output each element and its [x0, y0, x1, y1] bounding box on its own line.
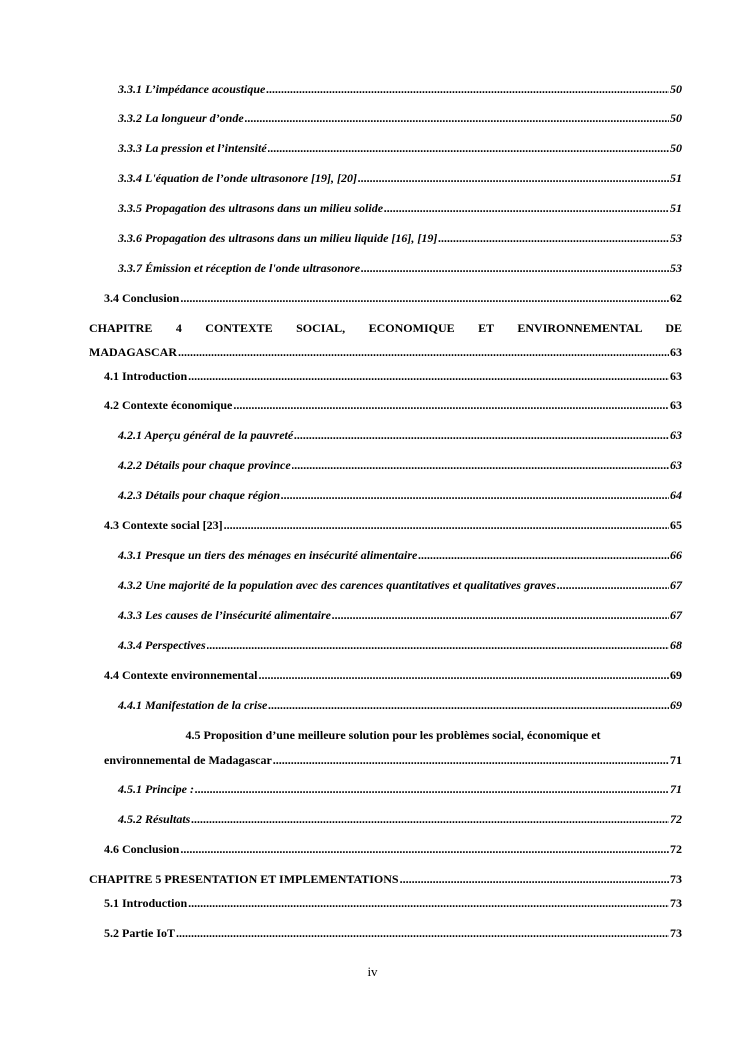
toc-entry-4-6[interactable] — [104, 842, 682, 856]
toc-entry-3-4[interactable] — [104, 291, 682, 305]
toc-entry-label: 3.3.3 La pression et l’intensité — [118, 141, 267, 155]
dot-leader — [281, 488, 669, 502]
toc-entry-4-3-3[interactable] — [118, 608, 682, 622]
dot-leader — [292, 458, 669, 472]
toc-page-number: 50 — [670, 82, 682, 96]
dot-leader — [180, 842, 669, 856]
dot-leader — [207, 638, 669, 652]
toc-entry-label: 4.4 Contexte environnemental — [104, 668, 258, 682]
toc-entry-label: 4.5.2 Résultats — [118, 812, 191, 826]
dot-leader — [266, 82, 669, 96]
toc-entry-label: 4.3.1 Presque un tiers des ménages en insécurité alimentaire — [118, 548, 418, 562]
dot-leader — [233, 398, 669, 412]
toc-entry-4-2-1[interactable] — [118, 428, 682, 442]
toc-entry-3-3-3[interactable] — [118, 141, 682, 155]
toc-entry-4-2-3[interactable] — [118, 488, 682, 502]
dot-leader — [191, 812, 669, 826]
toc-entry-chapter-4[interactable] — [89, 345, 682, 359]
toc-entry-label: 4.6 Conclusion — [104, 842, 180, 856]
dot-leader — [358, 171, 669, 185]
dot-leader — [180, 291, 669, 305]
dot-leader — [245, 111, 669, 125]
toc-entry-3-3-7[interactable] — [118, 261, 682, 275]
toc-page-number: 73 — [670, 872, 682, 886]
toc-entry-4-3-2[interactable] — [118, 578, 682, 592]
toc-entry-label: 3.3.1 L’impédance acoustique — [118, 82, 266, 96]
toc-entry-4-3[interactable] — [104, 518, 682, 532]
toc-page-number: 63 — [670, 458, 682, 472]
toc-page-number: 65 — [670, 518, 682, 532]
toc-entry-label: 5.2 Partie IoT — [104, 926, 175, 940]
toc-page-number: 72 — [670, 812, 682, 826]
toc-page-number: 73 — [670, 896, 682, 910]
toc-page-number: 51 — [670, 171, 682, 185]
dot-leader — [557, 578, 669, 592]
toc-entry-5-1[interactable] — [104, 896, 682, 910]
dot-leader — [268, 698, 669, 712]
section-4-5-heading[interactable]: 4.5 Proposition d’une meilleure solution pour les problèmes social, économique et — [185, 728, 601, 742]
toc-page-number: 72 — [670, 842, 682, 856]
toc-entry-label: environnemental de Madagascar — [104, 753, 272, 767]
dot-leader — [400, 872, 669, 886]
toc-page-number: 64 — [670, 488, 682, 502]
dot-leader — [188, 369, 669, 383]
chapter-4-heading[interactable]: CHAPITRE 4 CONTEXTE SOCIAL, ECONOMIQUE ET ENVIRONNEMENTAL DE — [89, 321, 682, 335]
toc-page-number: 69 — [670, 698, 682, 712]
toc-entry-label: 4.4.1 Manifestation de la crise — [118, 698, 268, 712]
toc-page-number: 66 — [670, 548, 682, 562]
toc-page-number: 63 — [670, 398, 682, 412]
dot-leader — [273, 753, 669, 767]
toc-entry-label: 4.2.2 Détails pour chaque province — [118, 458, 291, 472]
toc-page-number: 63 — [670, 345, 682, 359]
toc-entry-label: 4.2.3 Détails pour chaque région — [118, 488, 281, 502]
toc-page-number: 67 — [670, 608, 682, 622]
dot-leader — [294, 428, 669, 442]
toc-entry-4-5-1[interactable] — [118, 782, 682, 796]
toc-entry-label: 4.2 Contexte économique — [104, 398, 233, 412]
toc-entry-3-3-5[interactable] — [118, 201, 682, 215]
toc-page-number: 71 — [670, 782, 682, 796]
toc-entry-4-2[interactable] — [104, 398, 682, 412]
toc-entry-label: 3.4 Conclusion — [104, 291, 180, 305]
toc-entry-4-1[interactable] — [104, 369, 682, 383]
toc-entry-label: 4.1 Introduction — [104, 369, 188, 383]
toc-page-number: 62 — [670, 291, 682, 305]
toc-entry-4-4-1[interactable] — [118, 698, 682, 712]
toc-entry-label: 5.1 Introduction — [104, 896, 188, 910]
toc-entry-chapter-5[interactable] — [89, 872, 682, 886]
dot-leader — [188, 896, 669, 910]
toc-page-number: 63 — [670, 369, 682, 383]
toc-entry-3-3-1[interactable] — [118, 82, 682, 96]
toc-entry-label: 4.2.1 Aperçu général de la pauvreté — [118, 428, 294, 442]
toc-entry-label: 4.3.2 Une majorité de la population avec des carences quantitatives et qualitatives graves — [118, 578, 556, 592]
toc-page-number: 50 — [670, 111, 682, 125]
dot-leader — [438, 231, 669, 245]
dot-leader — [195, 782, 669, 796]
dot-leader — [258, 668, 669, 682]
dot-leader — [418, 548, 669, 562]
toc-page-number: 69 — [670, 668, 682, 682]
toc-page-number: 68 — [670, 638, 682, 652]
toc-entry-label: 3.3.2 La longueur d’onde — [118, 111, 244, 125]
toc-entry-4-2-2[interactable] — [118, 458, 682, 472]
toc-entry-label: 4.3.3 Les causes de l’insécurité alimentaire — [118, 608, 331, 622]
toc-entry-label: 3.3.5 Propagation des ultrasons dans un milieu solide — [118, 201, 384, 215]
toc-entry-5-2[interactable] — [104, 926, 682, 940]
toc-page-number: 67 — [670, 578, 682, 592]
toc-entry-4-5-2[interactable] — [118, 812, 682, 826]
dot-leader — [176, 926, 669, 940]
dot-leader — [178, 345, 669, 359]
toc-entry-label: 4.3.4 Perspectives — [118, 638, 206, 652]
dot-leader — [268, 141, 669, 155]
toc-entry-label: 3.3.7 Émission et réception de l'onde ultrasonore — [118, 261, 361, 275]
toc-entry-4-4[interactable] — [104, 668, 682, 682]
toc-entry-label: 4.3 Contexte social [23] — [104, 518, 223, 532]
toc-entry-label: 3.3.4 L'équation de l’onde ultrasonore [19], [20] — [118, 171, 357, 185]
toc-page-number: 51 — [670, 201, 682, 215]
toc-page-number: 73 — [670, 926, 682, 940]
toc-entry-label: CHAPITRE 5 PRESENTATION ET IMPLEMENTATIONS — [89, 872, 399, 886]
toc-entry-3-3-6[interactable] — [118, 231, 682, 245]
toc-entry-4-5[interactable] — [104, 753, 682, 767]
dot-leader — [361, 261, 669, 275]
dot-leader — [384, 201, 669, 215]
toc-page-number: 50 — [670, 141, 682, 155]
toc-page-number: 71 — [670, 753, 682, 767]
page-number-footer: iv — [367, 964, 378, 979]
dot-leader — [332, 608, 669, 622]
toc-entry-label: 3.3.6 Propagation des ultrasons dans un milieu liquide [16], [19] — [118, 231, 438, 245]
toc-entry-4-3-1[interactable] — [118, 548, 682, 562]
toc-page-number: 53 — [670, 261, 682, 275]
toc-page-number: 63 — [670, 428, 682, 442]
toc-entry-3-3-4[interactable] — [118, 171, 682, 185]
dot-leader — [224, 518, 669, 532]
toc-page-number: 53 — [670, 231, 682, 245]
toc-entry-label: 4.5.1 Principe : — [118, 782, 194, 796]
toc-entry-4-3-4[interactable] — [118, 638, 682, 652]
toc-entry-3-3-2[interactable] — [118, 111, 682, 125]
toc-entry-label: MADAGASCAR — [89, 345, 177, 359]
